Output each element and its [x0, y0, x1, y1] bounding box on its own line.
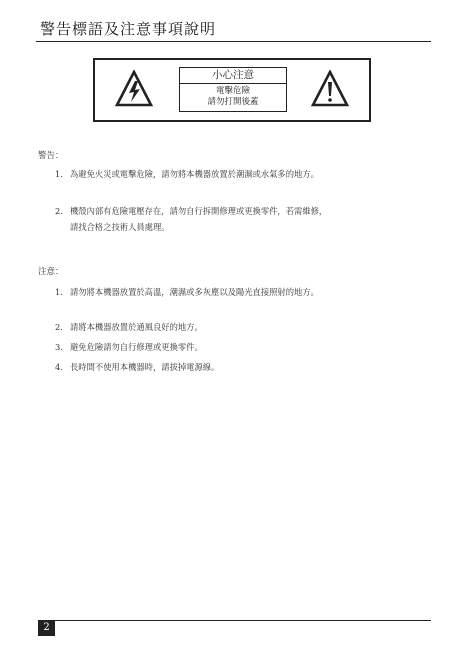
caution-item-number: 2. — [55, 322, 63, 332]
warning-item-1 — [55, 166, 335, 182]
caution-item-text: 請勿將本機器放置於高溫，潮濕或多灰塵以及陽光直接照射的地方。 — [70, 287, 319, 297]
caution-item-text: 請將本機器放置於通風良好的地方。 — [70, 322, 203, 332]
warning-item-text: 機殼內部有危險電壓存在，請勿自行拆開修理或更換零件，若需維修，請找合格之技術人員處理。 — [70, 206, 328, 232]
caution-item-3 — [55, 339, 335, 355]
caution-line-shock: 電擊危險 — [215, 86, 250, 96]
page-title: 警告標語及注意事項說明 — [40, 20, 217, 38]
caution-heading: 小心注意 — [180, 68, 286, 84]
warnings-label: 警告： — [38, 151, 64, 161]
cautions-label: 注意： — [38, 267, 64, 277]
caution-item-number: 4. — [55, 362, 63, 372]
caution-item-text: 長時間不使用本機器時，請拔掉電源線。 — [70, 362, 220, 372]
footer-rule — [38, 620, 431, 621]
caution-line-cover: 請勿打開後蓋 — [207, 97, 259, 107]
caution-item-text: 避免危險請勿自行修理或更換零件。 — [70, 342, 203, 352]
caution-panel — [179, 67, 287, 112]
caution-item-1 — [55, 284, 335, 300]
warning-item-2 — [55, 203, 335, 235]
title-rule — [36, 41, 431, 42]
page-number: 2 — [38, 620, 55, 636]
warning-item-number: 2. — [55, 206, 63, 216]
electric-shock-hazard-icon — [115, 70, 153, 108]
warning-item-number: 1. — [55, 169, 63, 179]
caution-item-number: 3. — [55, 342, 63, 352]
caution-item-4 — [55, 359, 335, 375]
exclamation-hazard-icon — [311, 70, 349, 108]
caution-item-number: 1. — [55, 287, 63, 297]
warning-box — [93, 58, 371, 122]
caution-item-2 — [55, 319, 335, 335]
warning-item-text: 為避免火災或電擊危險，請勿將本機器放置於潮濕或水氣多的地方。 — [70, 169, 319, 179]
